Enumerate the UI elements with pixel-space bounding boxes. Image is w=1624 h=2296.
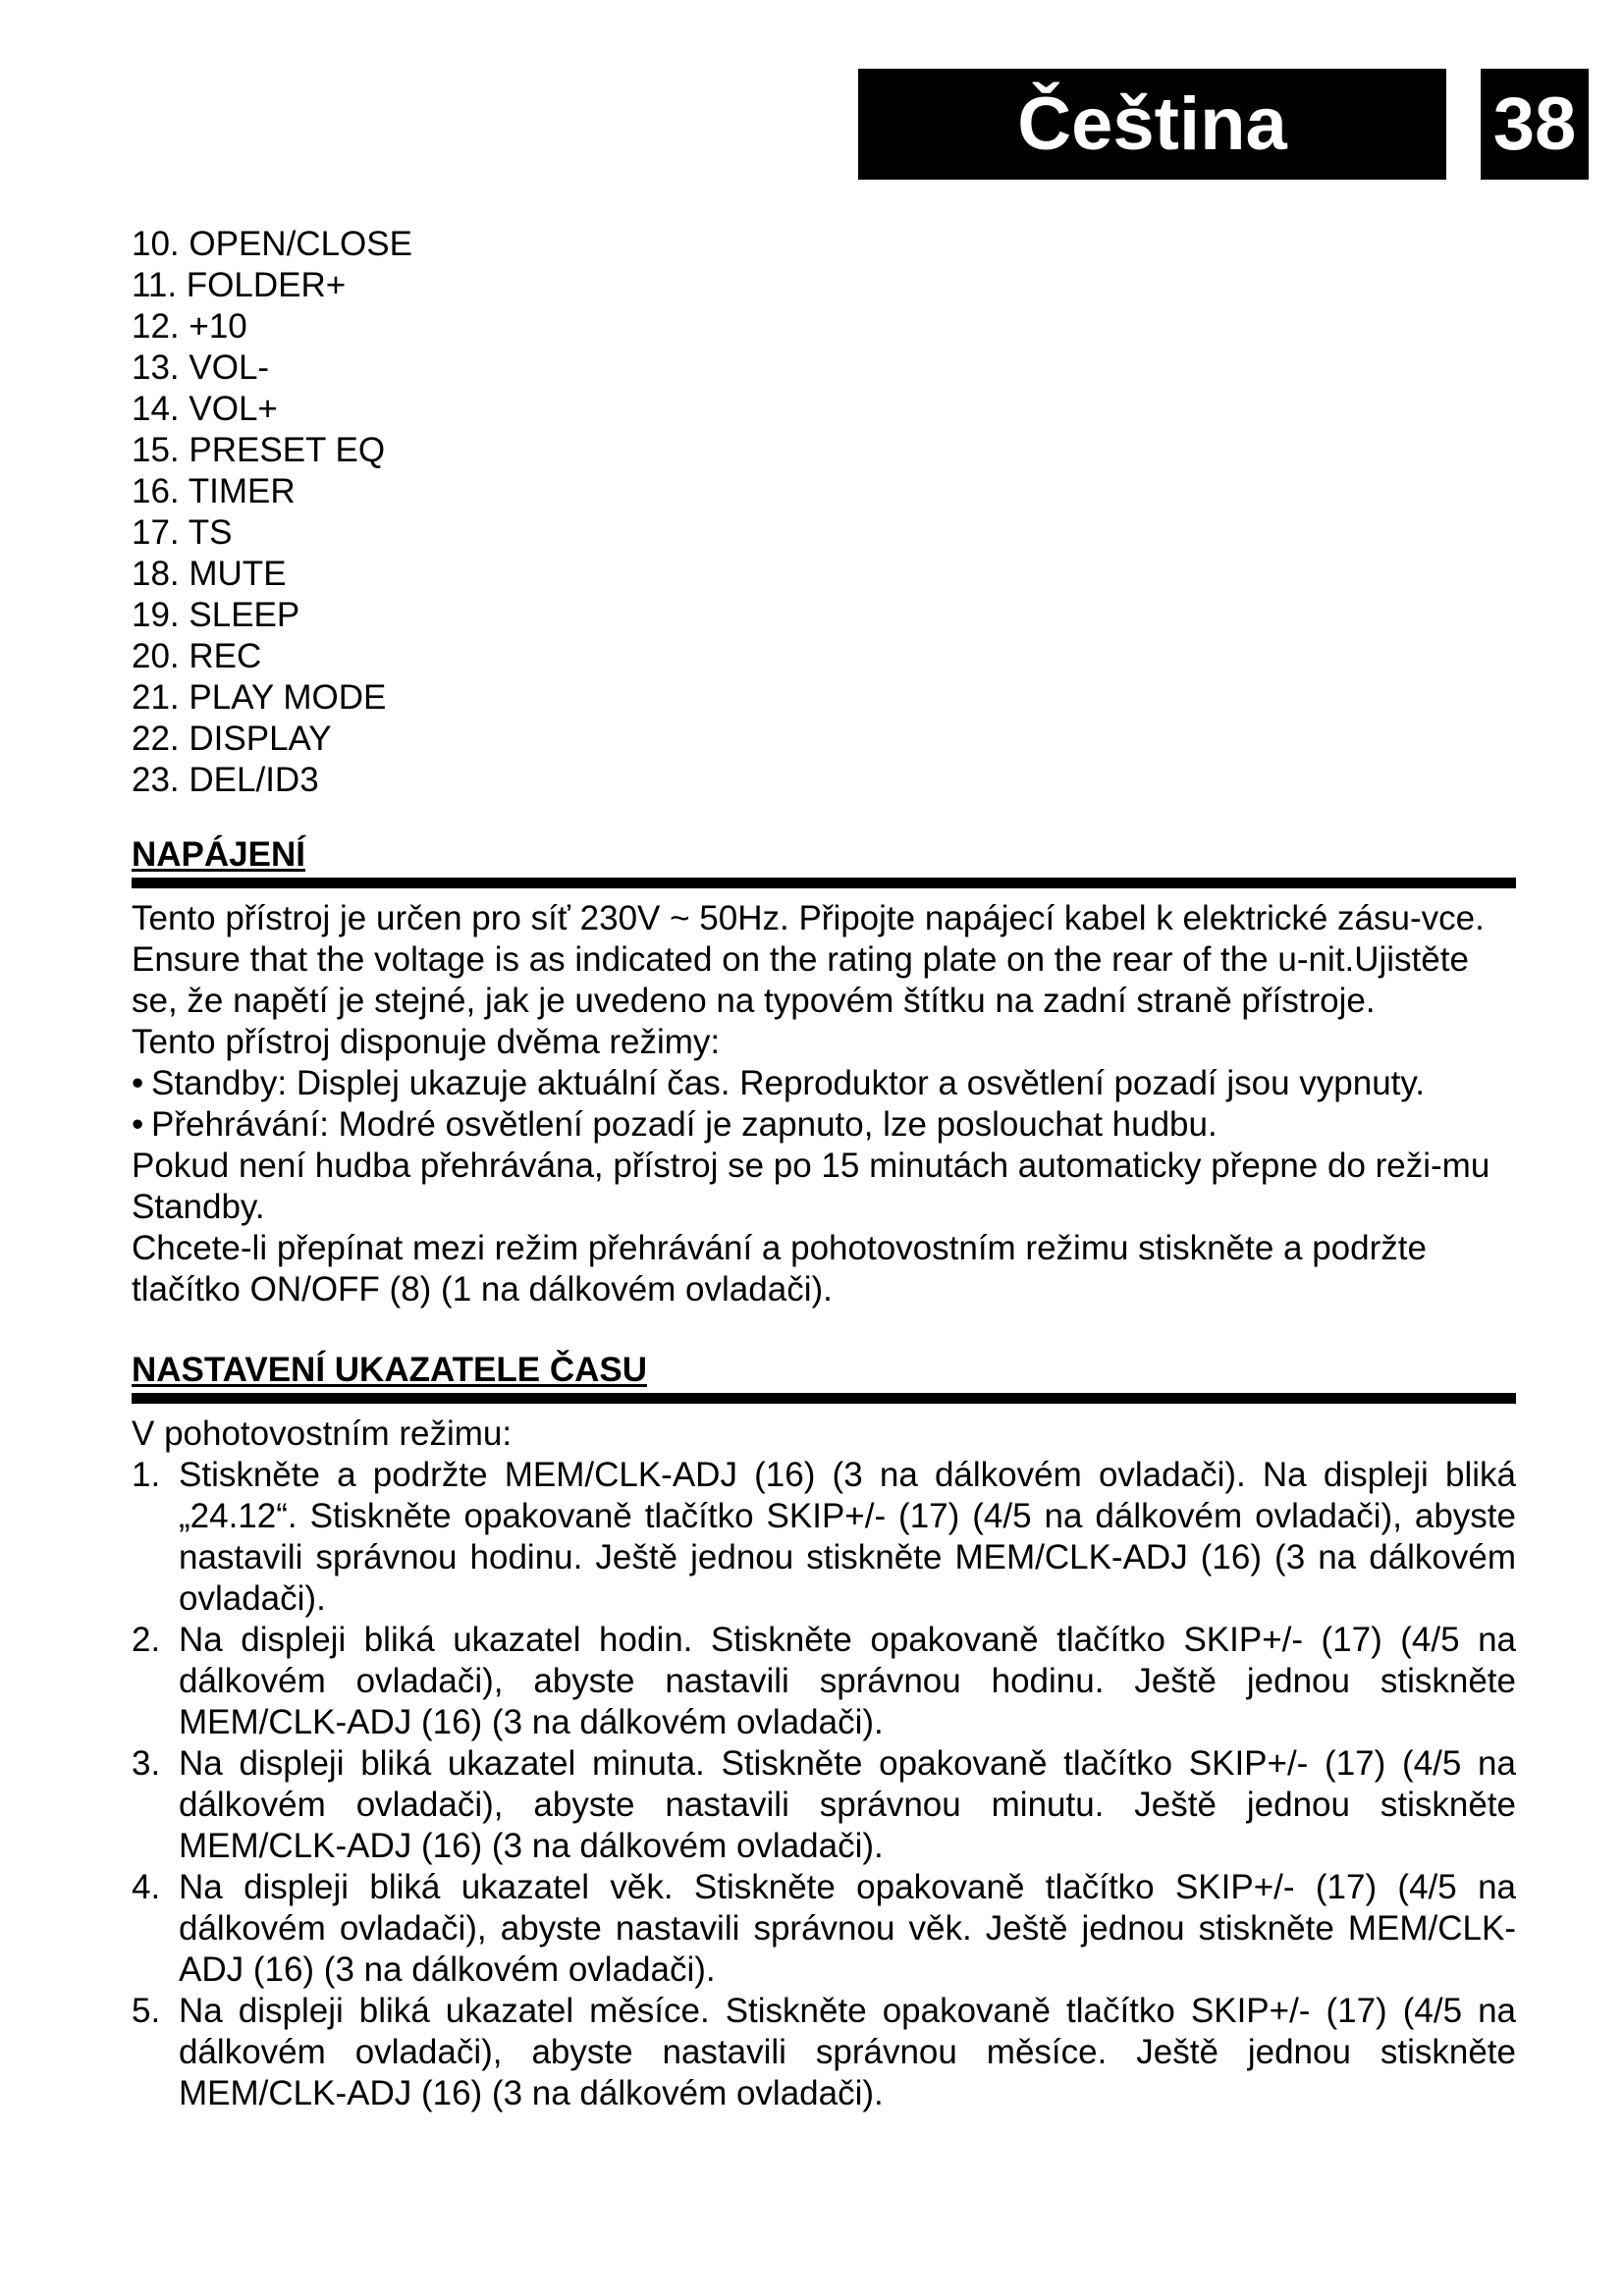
power-auto-standby: Pokud není hudba přehrávána, přístroj se po 15 minutách automaticky přepne do reži-mu Standby.: [132, 1147, 1490, 1226]
step-text: Na displeji bliká ukazatel hodin. Stiskněte opakovaně tlačítko SKIP+/- (17) (4/5 na dálkovém ovladači), abyste nastavili správnou hodinu. Ještě jednou stiskněte MEM/CLK-ADJ (16) (3 na dálkovém ovladači).: [179, 1621, 1516, 1741]
list-item: 11. FOLDER+: [132, 266, 347, 304]
language-label: Čeština: [858, 69, 1446, 180]
list-item: 13. VOL-: [132, 348, 270, 387]
key-list: [132, 224, 1516, 801]
bullet-icon: •: [132, 1064, 144, 1102]
list-item: 14. VOL+: [132, 390, 278, 428]
step-number: 5.: [132, 1992, 161, 2030]
power-modes-intro: Tento přístroj disponuje dvěma režimy:: [132, 1023, 721, 1061]
section-divider: [132, 1393, 1516, 1404]
bullet-text: Standby: Displej ukazuje aktuální čas. Reproduktor a osvětlení pozadí jsou vypnuty.: [151, 1064, 1426, 1102]
section-divider: [132, 878, 1516, 888]
step-text: Na displeji bliká ukazatel věk. Stiskněte opakovaně tlačítko SKIP+/- (17) (4/5 na dálkovém ovladači), abyste nastavili správnou věk. Ještě jednou stiskněte MEM/CLK-ADJ (16) (3 na dálkovém ovladači).: [179, 1868, 1516, 1989]
list-item: 19. SLEEP: [132, 596, 300, 634]
list-item: 12. +10: [132, 307, 247, 346]
step-text: Na displeji bliká ukazatel minuta. Stiskněte opakovaně tlačítko SKIP+/- (17) (4/5 na dálkovém ovladači), abyste nastavili správnou minutu. Ještě jednou stiskněte MEM/CLK-ADJ (16) (3 na dálkovém ovladači).: [179, 1744, 1516, 1865]
power-section: [132, 834, 1516, 1310]
clock-section: [132, 1350, 1516, 2114]
list-item: 20. REC: [132, 637, 262, 675]
step-number: 4.: [132, 1868, 161, 1906]
step-text: Stiskněte a podržte MEM/CLK-ADJ (16) (3 na dálkovém ovladači). Na displeji bliká „24.12“. Stiskněte opakovaně tlačítko SKIP+/- (17) (4/5 na dálkovém ovladači), abyste nastavili správnou hodinu. Ještě jednou stiskněte MEM/CLK-ADJ (16) (3 na dálkovém ovladači).: [179, 1456, 1516, 1618]
list-item: 17. TS: [132, 513, 233, 552]
list-item: [132, 1104, 1516, 1146]
bullet-text: Přehrávání: Modré osvětlení pozadí je zapnuto, lze poslouchat hudbu.: [151, 1105, 1218, 1144]
power-toggle: Chcete-li přepínat mezi režim přehrávání a pohotovostním režimu stiskněte a podržte tlačítko ON/OFF (8) (1 na dálkovém ovladači).: [132, 1229, 1427, 1308]
page-number: 38: [1481, 69, 1589, 180]
clock-steps: [132, 1455, 1516, 2114]
list-item: 10. OPEN/CLOSE: [132, 225, 412, 263]
list-item: 22. DISPLAY: [132, 720, 332, 758]
list-item: [132, 1991, 1516, 2114]
list-item: [132, 1063, 1516, 1104]
list-item: [132, 1620, 1516, 1743]
power-section-title: NAPÁJENÍ: [132, 835, 305, 874]
clock-section-title: NASTAVENÍ UKAZATELE ČASU: [132, 1351, 647, 1389]
list-item: [132, 1743, 1516, 1867]
power-intro: Tento přístroj je určen pro síť 230V ~ 50Hz. Připojte napájecí kabel k elektrické zásu-vce. Ensure that the voltage is as indicated on the rating plate on the rear of the u-nit.Ujistěte se, že napětí je stejné, jak je uvedeno na typovém štítku na zadní straně přístroje.: [132, 899, 1485, 1020]
step-number: 1.: [132, 1456, 161, 1494]
clock-intro: V pohotovostním režimu:: [132, 1415, 513, 1453]
step-number: 3.: [132, 1744, 161, 1783]
page-content: [132, 224, 1516, 2114]
step-text: Na displeji bliká ukazatel měsíce. Stiskněte opakovaně tlačítko SKIP+/- (17) (4/5 na dálkovém ovladači), abyste nastavili správnou měsíce. Ještě jednou stiskněte MEM/CLK-ADJ (16) (3 na dálkovém ovladači).: [179, 1992, 1516, 2112]
list-item: 23. DEL/ID3: [132, 761, 319, 799]
list-item: 16. TIMER: [132, 472, 296, 510]
bullet-icon: •: [132, 1105, 144, 1144]
list-item: 21. PLAY MODE: [132, 678, 387, 717]
list-item: 18. MUTE: [132, 555, 287, 593]
step-number: 2.: [132, 1621, 161, 1659]
list-item: [132, 1867, 1516, 1991]
list-item: [132, 1455, 1516, 1620]
list-item: 15. PRESET EQ: [132, 431, 386, 469]
